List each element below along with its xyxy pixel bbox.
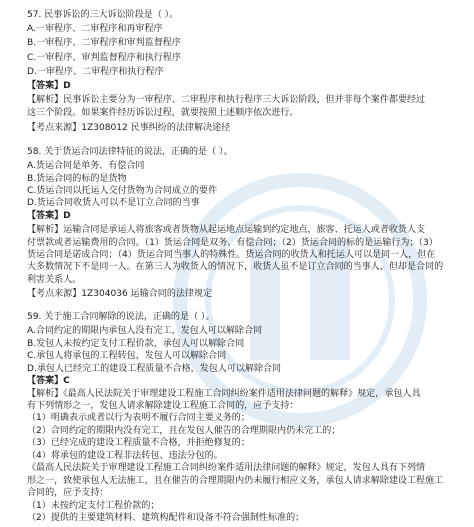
q58-stem: 58. 关于货运合同法律特征的说法，正确的是（ ）。 (27, 146, 233, 157)
q59-analysis-line: （2）提供的主要建筑材料、建筑构配件和设备不符合强制性标准的； (27, 513, 305, 523)
q59-analysis-line: （1）未按约定支付工程价款的； (27, 500, 160, 511)
q58-answer: 【答案】D (27, 210, 71, 221)
q58-analysis-line: 【解析】运输合同是承运人将旅客或者货物从起运地点运输到约定地点，旅客、托运人或者收货人支 (27, 225, 426, 236)
q57-analysis-line: 【解析】民事诉讼主要分为一审程序、二审程序和执行程序三大诉讼阶段，但并非每个案件都要经过 (27, 95, 426, 106)
q59-option-b: B.发包人未按约定支付工程价款，承包人可以解除合同 (27, 338, 245, 349)
q59-analysis-line: 《最高人民法院关于审理建设工程施工合同纠纷案件适用法律问题的解释》规定，发包人具有下列情 (27, 463, 426, 474)
q57-analysis-line: 这三个阶段。如果案件经历诉讼过程，就要按照上述顺序依次进行。 (27, 107, 299, 118)
q58-analysis-line: 付票款或者运输费用的合同。（1）货运合同是双务、有偿合同；（2）货运合同的标的是运输行为；（3） (27, 237, 438, 248)
q59-option-a: A.合同约定的期限内承包人没有完工，发包人可以解除合同 (27, 326, 263, 337)
q59-option-c: C.承包人将承包的工程转包，发包人可以解除合同 (27, 351, 227, 362)
q59-analysis-line: 合同的，应予支持： (27, 488, 109, 499)
q58-analysis-line: 货运合同是诺成合同；（4）货运合同当事人的特殊性。货运合同的收货人和托运人可以是同一人，但在 (27, 249, 436, 260)
q57-stem: 57. 民事诉讼的三大诉讼阶段是（ ）。 (27, 10, 179, 20)
q58-analysis-line: 大多数情况下不是同一人。在第三人为收货人的情况下，收货人虽不是订立合同的当事人，但却是合同的 (27, 262, 444, 273)
q59-analysis-line: （4）将承包的建设工程非法转包、违法分包的。 (27, 450, 223, 461)
q59-analysis-line: （1）明确表示或者以行为表明不履行合同主要义务的； (27, 413, 250, 424)
q58-option-d: D.货运合同收货人可以不是订立合同的当事 (27, 198, 200, 209)
q58-option-c: C.货运合同以托运人交付货物为合同成立的要件 (27, 185, 218, 196)
q58-source: 【考点来源】1Z304036 运输合同的法律规定 (27, 289, 213, 300)
q59-option-d: D.承包人已经完工的建设工程质量不合格，发包人可以解除合同 (27, 363, 282, 374)
q57-option-b: B.一审程序、二审程序和审判监督程序 (27, 38, 181, 49)
q59-stem: 59. 关于施工合同解除的说法，正确的是（ ）。 (27, 312, 215, 323)
q58-analysis-line: 利害关系人。 (27, 274, 82, 285)
q58-option-a: A.货运合同是单务、有偿合同 (27, 161, 145, 172)
q59-analysis-line: 【解析】《最高人民法院关于审理建设工程施工合同纠纷案件适用法律问题的解释》规定，承包人具 (27, 388, 421, 399)
q58-option-b: B.货运合同的标的是货物 (27, 173, 127, 184)
q59-analysis-line: 形之一，致使承包人无法施工，且在催告的合理期限内仍未履行相应义务，承包人请求解除建设工程施工 (27, 475, 444, 486)
q57-answer: 【答案】D (27, 81, 71, 92)
q57-option-c: C.一审程序、审判监督程序和执行程序 (27, 52, 181, 63)
q59-analysis-line: （3）已经完成的建设工程质量不合格，并拒绝修复的； (27, 438, 250, 449)
q59-analysis-line: 有下列情形之一，发包人请求解除建设工程施工合同的，应予支持： (27, 401, 299, 412)
q57-option-d: D.一审程序、二审程序和执行程序 (27, 66, 164, 77)
q57-source: 【考点来源】1Z308012 民事纠纷的法律解决途径 (27, 122, 231, 133)
q59-answer: 【答案】C (27, 376, 70, 387)
q59-analysis-line: （2）合同约定的期限内没有完工，且在发包人催告的合理期限内仍未完工的； (27, 425, 341, 436)
q57-option-a: A.一审程序、二审程序和再审程序 (27, 24, 163, 35)
